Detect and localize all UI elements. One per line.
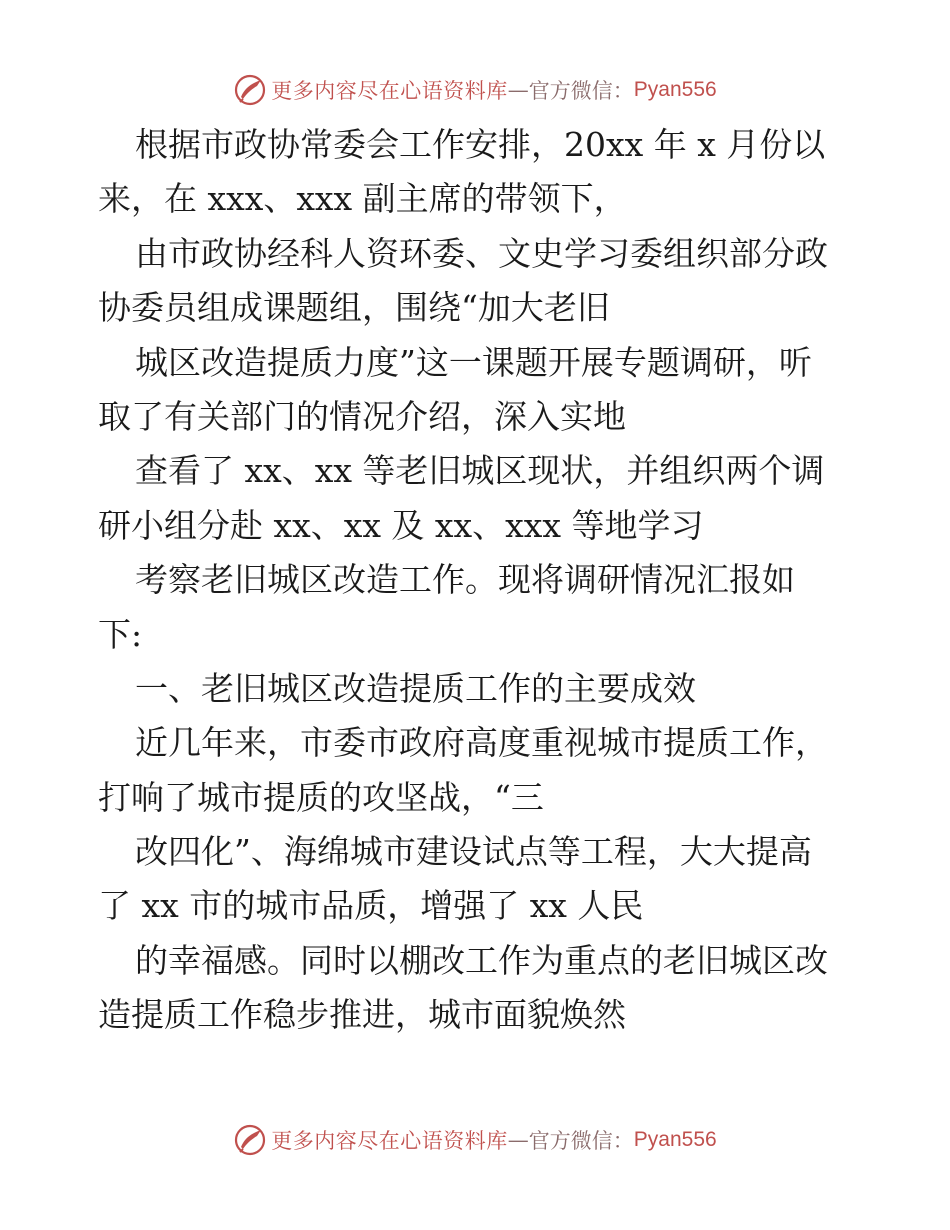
banner-main-text: 更多内容尽在心语资料库	[271, 1129, 508, 1153]
text-line: 近几年来，市委市政府高度重视城市提质工作，	[135, 723, 828, 763]
banner-main-text: 更多内容尽在心语资料库	[271, 79, 508, 103]
text-line: 考察老旧城区改造工作。现将调研情况汇报如	[135, 560, 795, 600]
text-line: 研小组分赴 xx、xx 及 xx、xxx 等地学习	[98, 505, 704, 545]
text-line: 根据市政协常委会工作安排，20xx 年 x 月份以	[135, 125, 826, 164]
text-line: 的幸福感。同时以棚改工作为重点的老旧城区改	[135, 940, 828, 980]
header-watermark-banner	[0, 70, 950, 110]
section-heading: 一、老旧城区改造提质工作的主要成效	[135, 668, 696, 708]
pen-logo-icon	[233, 1123, 267, 1157]
banner-dash: —	[507, 1128, 529, 1152]
text-line: 下:	[98, 614, 143, 654]
text-line: 由市政协经科人资环委、文史学习委组织部分政	[135, 233, 828, 273]
banner-dash: —	[507, 78, 529, 102]
document-body	[98, 118, 858, 1043]
footer-watermark-banner	[0, 1120, 950, 1160]
text-line: 来，在 xxx、xxx 副主席的带领下，	[98, 179, 627, 219]
text-line: 了 xx 市的城市品质，增强了 xx 人民	[98, 886, 644, 926]
banner-wechat-id: Pyan556	[633, 1128, 717, 1151]
pen-logo-icon	[233, 73, 267, 107]
text-line: 查看了 xx、xx 等老旧城区现状，并组织两个调	[135, 451, 825, 491]
text-line: 打响了城市提质的攻坚战，“三	[98, 777, 544, 817]
banner-wechat-label: 官方微信：	[528, 1129, 634, 1153]
banner-wechat-label: 官方微信：	[528, 79, 634, 103]
text-line: 取了有关部门的情况介绍，深入实地	[98, 396, 626, 436]
text-line: 城区改造提质力度”这一课题开展专题调研，听	[135, 342, 812, 382]
text-line: 造提质工作稳步推进，城市面貌焕然	[98, 995, 626, 1035]
text-line: 改四化”、海绵城市建设试点等工程，大大提高	[135, 832, 812, 872]
banner-wechat-id: Pyan556	[633, 78, 717, 101]
text-line: 协委员组成课题组，围绕“加大老旧	[98, 288, 610, 328]
